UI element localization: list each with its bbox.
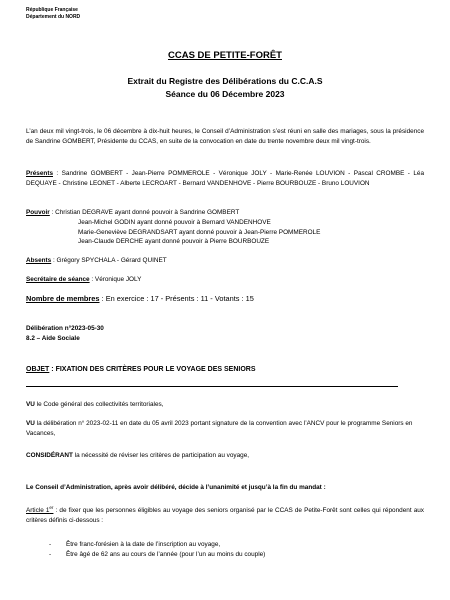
pouvoir-line: Jean-Claude DERCHE ayant donné pouvoir à Pierre BOURBOUZE xyxy=(78,238,270,246)
secretaire-text: : Véronique JOLY xyxy=(89,276,142,283)
vu-deliberation-paragraph xyxy=(26,419,424,439)
letterhead-republic: République Française xyxy=(26,7,78,13)
deliberation-reference xyxy=(26,324,424,344)
considerant-line xyxy=(26,451,424,461)
pouvoir-line: Marie-Geneviève DEGRANDSART ayant donné pouvoir à Jean-Pierre POMMEROLE xyxy=(78,228,321,236)
criteria-item: - Être âgé de 62 ans au cours de l’année (pour l’un au moins du couple) xyxy=(66,550,424,560)
session-date: Séance du 06 Décembre 2023 xyxy=(165,89,285,99)
vu-code-line xyxy=(26,400,424,410)
vu-label: VU xyxy=(26,401,35,408)
membres-line xyxy=(26,294,424,304)
presents-paragraph xyxy=(26,169,424,189)
secretaire-label: Secrétaire de séance xyxy=(26,276,90,283)
letterhead xyxy=(26,7,80,21)
article-1-paragraph xyxy=(26,503,424,526)
deliberation-category: 8.2 – Aide Sociale xyxy=(26,334,80,342)
article-1-text: : de fixer que les personnes éligibles au voyage des seniors organisé par le CCAS de Petite-Forêt sont celles qui répondent aux critères définis ci-dessous : xyxy=(26,507,424,524)
criteria-item: - Être franc-forésien à la date de l’inscription au voyage, xyxy=(66,540,424,550)
decision-line: Le Conseil d’Administration, après avoir délibéré, décide à l’unanimité et jusqu’à la fin du mandat : xyxy=(26,484,326,491)
document-title: CCAS DE PETITE-FORÊT xyxy=(167,50,282,61)
objet-text: : FIXATION DES CRITÈRES POUR LE VOYAGE DES SENIORS xyxy=(49,366,256,373)
article-1-label: Article 1er xyxy=(26,505,54,515)
vu-label: VU xyxy=(26,420,35,427)
objet-line xyxy=(26,365,424,375)
deliberation-number: Délibération n°2023-05-30 xyxy=(26,325,104,332)
pouvoir-section xyxy=(26,208,424,247)
considerant-label: CONSIDÉRANT xyxy=(26,452,73,459)
presents-label: Présents xyxy=(26,170,53,177)
document-subtitle: Extrait du Registre des Délibérations du C.C.A.S xyxy=(127,76,323,86)
considerant-text: la nécessité de réviser les critères de participation au voyage, xyxy=(72,452,250,459)
objet-label: OBJET xyxy=(26,366,50,373)
membres-label: Nombre de membres xyxy=(26,294,100,303)
pouvoir-first: : Christian DEGRAVE ayant donné pouvoir à Sandrine GOMBERT xyxy=(49,209,240,216)
vu-text: le Code général des collectivités territoriales, xyxy=(34,401,164,408)
intro-paragraph: L’an deux mil vingt-trois, le 06 décembre à dix-huit heures, le Conseil d’Administration s’est réuni en salle des mariages, sous la présidence de Sandrine GOMBERT, Présidente du CCAS, en suite de la convocation en date du trente novembre deux mil vingt-trois. xyxy=(26,128,424,145)
secretaire-line xyxy=(26,275,424,285)
criteria-list-wrapper xyxy=(26,540,424,560)
absents-line xyxy=(26,256,424,266)
vu-text: la délibération n° 2023-02-11 en date du 05 avril 2023 portant signature de la convention avec l’ANCV pour le programme Seniors en Vacances, xyxy=(26,420,413,437)
criteria-list xyxy=(26,540,424,560)
membres-text: : En exercice : 17 - Présents : 11 - Votants : 15 xyxy=(99,294,254,303)
pouvoir-label: Pouvoir xyxy=(26,209,50,216)
presents-text: : Sandrine GOMBERT - Jean-Pierre POMMEROLE - Véronique JOLY - Marie-Renée LOUVION - Pascal CROMBE - Léa DEQUAYE - Christine LEONET - Alberte LECROART - Bernard VANDENHOVE - Pierre BOURBOUZE - Bruno LOUVION xyxy=(26,170,424,187)
letterhead-department: Département du NORD xyxy=(26,14,81,20)
pouvoir-line: Jean-Michel GODIN ayant donné pouvoir à Bernard VANDENHOVE xyxy=(78,218,271,226)
absents-label: Absents xyxy=(26,257,52,264)
section-divider xyxy=(26,386,398,387)
absents-text: : Grégory SPYCHALA - Gérard QUINET xyxy=(51,257,167,264)
